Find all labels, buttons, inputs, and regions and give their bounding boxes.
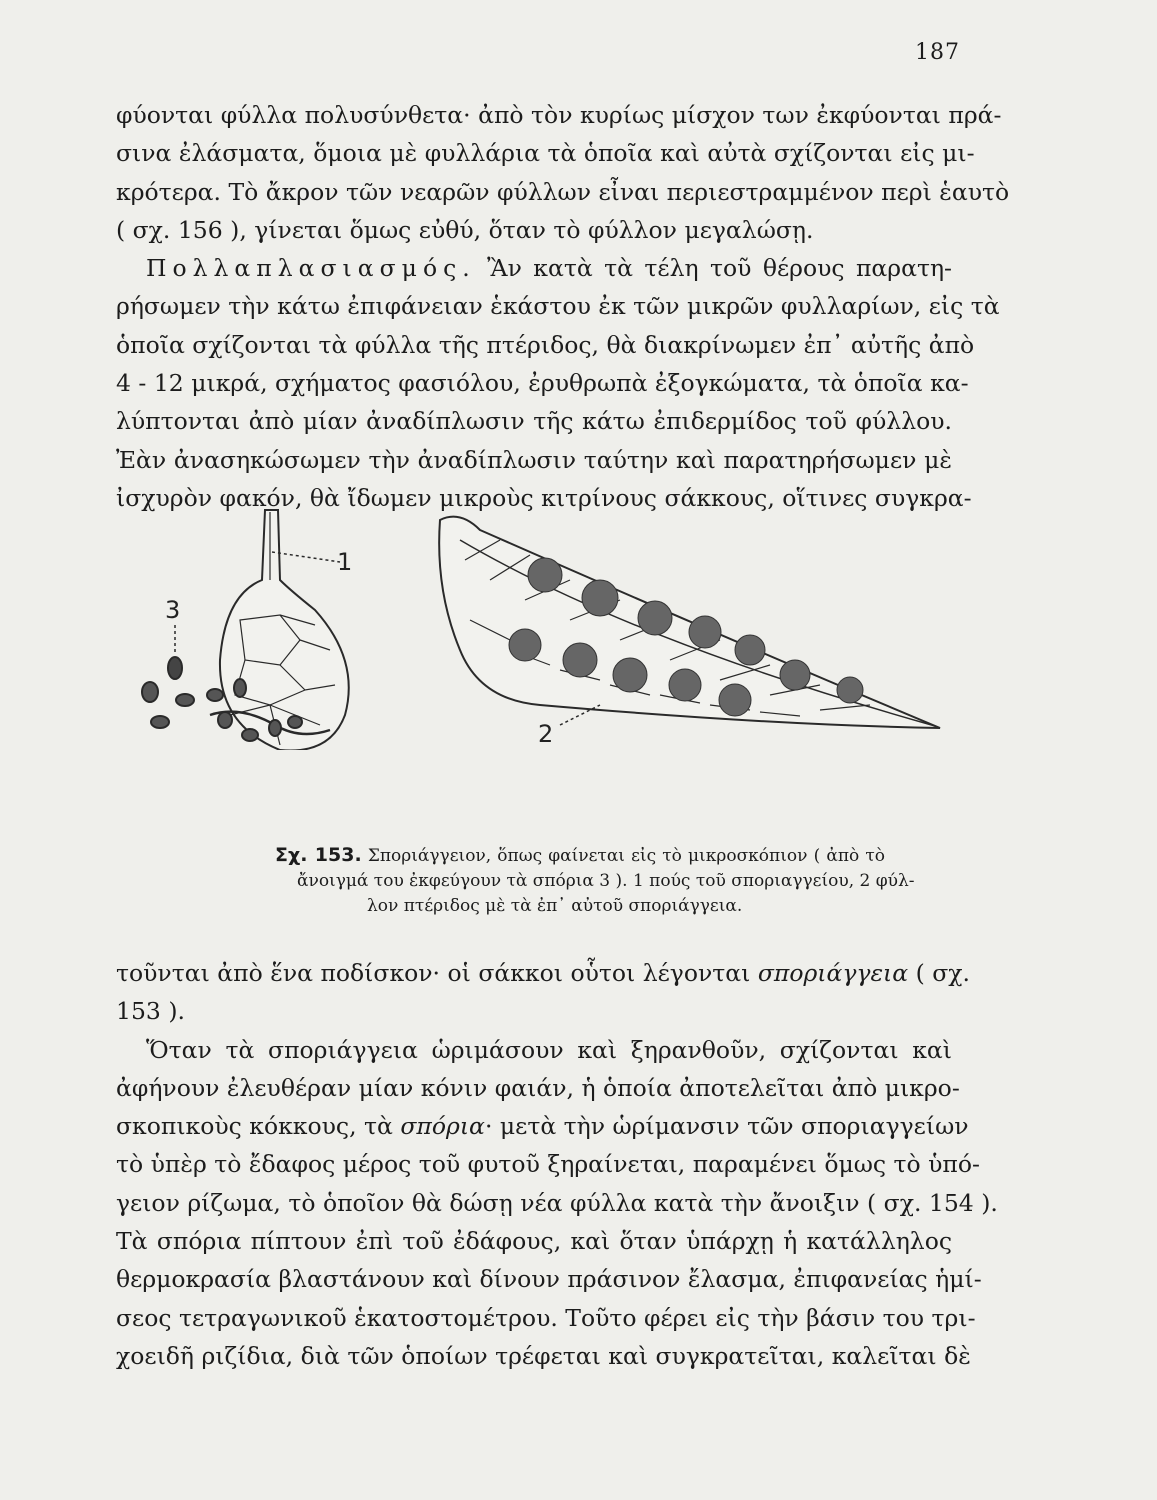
sporangium-illustration [142,510,349,750]
caption-label: Σχ. 153. [275,844,362,866]
text-line: λύπτονται ἀπὸ μίαν ἀναδίπλωσιν τῆς κάτω ἐπιδερμίδος τοῦ φύλλου. [116,407,952,436]
text-line: Ὅταν τὰ σποριάγγεια ὡριμάσουν καὶ ξηρανθοῦν, σχίζονται καὶ [146,1035,952,1064]
text-line [116,954,971,992]
text-line: σεος τετραγωνικοῦ ἑκατοστομέτρου. Τοῦτο φέρει εἰς τὴν βάσιν του τρι- [116,1303,976,1332]
text-span: · μετὰ τὴν ὡρίμανσιν τῶν σποριαγγείων [484,1112,969,1141]
text-span: Ἂν κατὰ τὰ τέλη τοῦ θέρους παρατη- [487,254,952,283]
emphasis-term: σπόρια [400,1112,485,1141]
caption-text: Σποριάγγειον, ὅπως φαίνεται εἰς τὸ μικροσκόπιον ( ἀπὸ τὸ [367,846,886,866]
text-line: τὸ ὑπὲρ τὸ ἔδαφος μέρος τοῦ φυτοῦ ξηραίνεται, παραμένει ὅμως τὸ ὑπό- [116,1150,980,1179]
paragraph-top [116,96,1010,517]
text-line: 153 ). [116,997,185,1026]
sporangium-figure [130,500,950,750]
text-line: Ἐὰν ἀνασηκώσωμεν τὴν ἀναδίπλωσιν ταύτην καὶ παρατηρήσωμεν μὲ [116,445,952,474]
text-line: 4 - 12 μικρά, σχήματος φασιόλου, ἐρυθρωπὰ ἐξογκώματα, τὰ ὁποῖα κα- [116,369,969,398]
figure-caption [275,843,915,919]
caption-line: ἄνοιγμά του ἐκφεύγουν τὰ σπόρια 3 ). 1 πούς τοῦ σποριαγγείου, 2 φύλ- [297,871,915,891]
text-line [116,1107,969,1145]
text-span: ( σχ. [908,959,971,987]
text-line: ἰσχυρὸν φακόν, θὰ ἴδωμεν μικροὺς κιτρίνους σάκκους, οἵτινες συγκρα- [116,483,972,512]
figure-label-2: 2 [538,720,554,748]
section-heading-line [116,249,952,287]
text-line: φύονται φύλλα πολυσύνθετα· ἀπὸ τὸν κυρίως μίσχον των ἐκφύονται πρά- [116,101,1002,129]
text-line: Τὰ σπόρια πίπτουν ἐπὶ τοῦ ἐδάφους, καὶ ὅταν ὑπάρχῃ ἡ κατάλληλος [116,1227,952,1256]
text-span: σκοπικοὺς κόκκους, τὰ [116,1112,401,1141]
fern-leaf-illustration [439,517,940,728]
section-heading: Πολλαπλασιασμός. [146,254,476,283]
text-line: ὁποῖα σχίζονται τὰ φύλλα τῆς πτέριδος, θὰ διακρίνωμεν ἐπ᾽ αὐτῆς ἀπὸ [116,330,975,359]
figure-label-1: 1 [337,548,353,576]
text-line: ἀφήνουν ἐλευθέραν μίαν κόνιν φαιάν, ἡ ὁποία ἀποτελεῖται ἀπὸ μικρο- [116,1073,960,1102]
text-line: σινα ἐλάσματα, ὅμοια μὲ φυλλάρια τὰ ὁποῖα καὶ αὐτὰ σχίζονται εἰς μι- [116,139,975,168]
emphasis-term: σποριάγγεια [757,959,909,987]
text-line: ( σχ. 156 ), γίνεται ὅμως εὐθύ, ὅταν τὸ φύλλον μεγαλώσῃ. [116,215,814,244]
text-line: θερμοκρασία βλαστάνουν καὶ δίνουν πράσινον ἔλασμα, ἐπιφανείας ἡμί- [116,1265,982,1294]
caption-line: λον πτέριδος μὲ τὰ ἐπ᾽ αὐτοῦ σποριάγγεια. [367,896,743,916]
text-line: κρότερα. Τὸ ἄκρον τῶν νεαρῶν φύλλων εἶναι περιεστραμμένον περὶ ἑαυτὸ [116,177,1010,206]
figure-label-3: 3 [165,596,181,624]
text-line: χοειδῆ ριζίδια, διὰ τῶν ὁποίων τρέφεται καὶ συγκρατεῖται, καλεῖται δὲ [116,1341,971,1370]
page-number: 187 [915,40,960,65]
text-line: γειον ρίζωμα, τὸ ὁποῖον θὰ δώσῃ νέα φύλλα κατὰ τὴν ἄνοιξιν ( σχ. 154 ). [116,1188,998,1217]
text-line: ρήσωμεν τὴν κάτω ἐπιφάνειαν ἑκάστου ἐκ τῶν μικρῶν φυλλαρίων, εἰς τὰ [116,292,1000,321]
text-span: τοῦνται ἀπὸ ἕνα ποδίσκον· οἱ σάκκοι οὗτοι λέγονται [116,959,758,987]
caption-line [275,843,885,869]
paragraph-bottom [116,954,998,1375]
